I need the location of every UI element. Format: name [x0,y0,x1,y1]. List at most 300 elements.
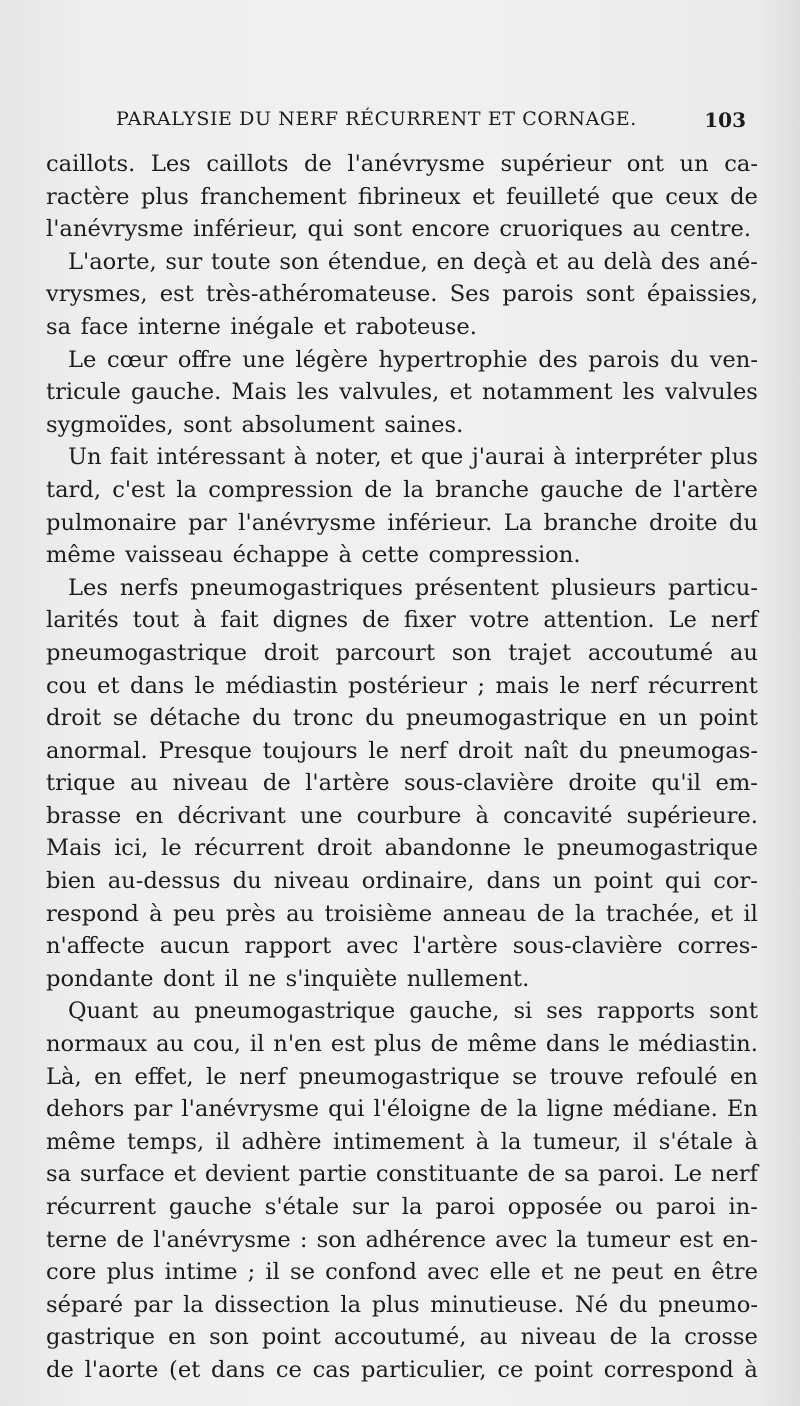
word: peu [172,900,216,927]
word: droit [316,835,372,862]
word: ; [477,672,486,699]
word: caillots. [46,151,136,177]
word: concavité [503,802,613,829]
word: très-athéromateuse. [206,281,438,308]
word: ractère [46,183,130,210]
word: pneumo- [658,1291,758,1318]
word: pneumogastrique [556,835,758,862]
word: l'anévrysme [238,509,376,536]
word: intimement [333,1128,465,1155]
word: fibrineux [357,183,461,210]
text-line [46,995,758,1028]
word: présentent [414,574,540,601]
word: sur [351,1194,389,1220]
word: aucun [159,933,230,960]
word: se [112,705,138,732]
word: trajet [508,639,572,666]
word: au [152,998,181,1025]
word: ce [497,1356,524,1383]
word: des [660,248,701,275]
word: à [149,900,163,927]
word: de [634,476,663,503]
word: cœur [106,346,168,373]
word: anormal. [46,737,148,764]
word: point [534,1356,594,1383]
word: pneumogastrique [405,705,607,732]
word: gauche, [409,998,500,1025]
text-line [46,441,758,474]
word: sa [46,1161,72,1188]
word: toujours [262,737,358,764]
word: sont [183,411,232,438]
word: la [403,476,424,503]
text-line [46,1028,758,1061]
word: dehors [46,1096,125,1123]
word: l'anévrysme [153,1226,291,1253]
word: à [552,444,567,471]
text-line [46,604,758,637]
word: fait [220,607,259,634]
text-line [46,702,758,735]
word: au [156,1031,185,1058]
word: c'est [112,476,166,503]
word: il [249,1031,265,1058]
word: paroi. [598,1161,665,1188]
word: notamment [481,379,613,406]
word: l'anévrysme [46,216,184,243]
word: point [261,1324,321,1351]
word: il [632,1128,648,1155]
word: em- [715,770,758,797]
word: la [556,1226,578,1253]
word: n'affecte [46,933,145,960]
word: ont [626,151,664,177]
word: en [168,1324,197,1351]
word: respond [46,900,139,927]
text-line [46,1191,758,1224]
word: postérieur [348,672,468,699]
word: ou [615,1194,644,1220]
text-line [46,1256,758,1289]
word: niveau [273,868,350,895]
word: gauche. [131,379,222,406]
text-line [46,637,758,670]
word: n'en [273,1031,322,1058]
word: tumeur [586,1226,671,1253]
word: récurrent [46,1194,156,1220]
word: la [183,1291,204,1318]
word: à [744,1128,758,1155]
word: (et [169,1356,201,1383]
word: devient [204,1161,290,1188]
word: plus [106,1259,155,1286]
word: le [559,672,581,699]
word: Mais [46,835,102,862]
word: confond [325,1259,417,1286]
word: parois [502,281,574,308]
word: à [338,542,352,569]
word: compression [208,476,354,503]
word: le [160,835,182,862]
word: supérieure. [626,802,758,829]
word: l'artère [305,770,390,797]
word: ligne [546,1096,604,1123]
word: en [135,802,164,829]
word: deçà [473,248,528,275]
word: Né [574,1291,609,1318]
word: inférieur. [387,509,493,536]
word: tumeur, [532,1128,622,1155]
text-line [46,1158,758,1191]
word: franchement [200,183,347,210]
text-line [46,1289,758,1322]
word: noter, [315,444,382,471]
word: votre [469,607,530,634]
word: dans [545,1031,600,1058]
word: qui [328,1096,365,1123]
word: tricule [46,379,121,406]
word: un [679,151,709,177]
word: pneumogastriques [190,574,403,601]
word: récurrent [194,835,305,862]
word: vaisseau [125,542,224,569]
word: La [503,509,533,536]
word: un [658,705,688,732]
word: les [296,379,330,406]
word: ; [247,1259,256,1286]
word: mais [495,672,550,699]
word: même [46,1128,116,1155]
word: dans [486,868,541,895]
word: constituante [375,1161,519,1188]
word: L'aorte, [68,248,157,275]
word: et [540,1259,564,1286]
word: la [650,1324,672,1351]
word: médiane. [612,1096,718,1123]
text-line [46,181,758,214]
word: l'artère [413,933,498,960]
word: trouve [549,1063,624,1090]
word: nerf [710,1161,758,1188]
word: trique [46,770,116,797]
word: Quant [68,998,139,1025]
word: l'aorte [84,1356,159,1383]
word: temps, [127,1128,205,1155]
text-line [46,832,758,865]
text-line [46,865,758,898]
word: Là, [46,1063,82,1090]
word: offre [177,346,232,373]
word: encore [411,216,490,243]
word: dans [129,672,185,699]
word: saines. [384,411,464,438]
text-line [46,767,758,800]
word: se [290,1259,315,1286]
word: cruoriques [499,216,624,243]
word: trachée, [605,900,701,927]
word: absolument [241,411,375,438]
word: sont [585,281,635,308]
word: Le [673,1161,703,1188]
text-line [46,278,758,311]
word: récurrent [647,672,758,699]
word: valvules, [339,379,440,406]
word: du [232,868,262,895]
word: face [80,313,129,340]
word: s'inquiète [285,965,398,992]
text-line [46,507,758,540]
word: in- [728,1194,758,1220]
word: de [364,476,393,503]
text-line [46,311,758,344]
word: accoutumé [587,639,714,666]
word: de [46,1356,74,1383]
word: gauche [168,1194,252,1220]
word: et [710,900,734,927]
word: Presque [158,737,252,764]
word: paroi [435,1194,495,1220]
text-line [46,963,758,996]
page-header [116,108,746,138]
word: supérieur [500,151,612,177]
running-title: PARALYSIE DU NERF RÉCURRENT ET CORNAGE. [116,108,637,130]
word: en [618,705,647,732]
word: tard, [46,476,101,503]
word: près [225,900,276,927]
word: à [192,607,207,634]
word: nullement. [406,965,530,992]
word: naît [523,737,569,764]
word: plus [373,1031,422,1058]
word: au [729,639,758,666]
word: tout [132,607,180,634]
word: point [699,705,758,732]
word: inégale [230,313,315,340]
word: toute [211,248,271,275]
word: delà [603,248,653,275]
word: le [206,1063,227,1090]
word: au-dessus [107,868,221,895]
word: étendue, [327,248,428,275]
word: le [608,1031,630,1058]
word: par [133,1096,173,1123]
word: larités [46,607,119,634]
word: à [475,1128,490,1155]
word: pulmonaire [46,509,177,536]
text-line [46,930,758,963]
word: terne [46,1226,108,1253]
word: Mais [231,379,287,406]
word: qui [307,216,344,243]
word: adhérence [365,1226,487,1253]
page-number: 103 [704,108,746,132]
word: valvules [664,379,758,406]
word: ses [546,998,583,1025]
word: si [513,998,533,1025]
word: que [420,444,464,471]
word: il [215,1128,231,1155]
text-line [46,376,758,409]
word: niveau [172,770,249,797]
word: il [265,1259,280,1286]
word: séparé [46,1291,124,1318]
word: de [527,1161,556,1188]
word: épaissies, [646,281,758,308]
word: sont [709,998,758,1025]
word: être [711,1259,758,1286]
text-line [46,670,758,703]
word: du [670,346,700,373]
word: avec [495,1226,548,1253]
word: accoutumé, [333,1324,467,1351]
word: la [500,1128,522,1155]
word: sont [353,216,403,243]
word: de [262,770,291,797]
word: qui [664,868,702,895]
text-line [46,1354,758,1387]
word: et [472,183,495,210]
word: pondante [46,965,154,992]
word: sur [165,248,203,275]
word: à [744,1356,758,1383]
text-line [46,1321,758,1354]
word: adhère [241,1128,322,1155]
word: du [365,705,395,732]
word: interpréter [574,444,702,471]
word: à [475,802,490,829]
word: pneumogastrique [194,998,396,1025]
word: la [574,900,596,927]
word: au [566,248,595,275]
word: il [743,900,758,927]
word: ne [573,1259,602,1286]
word: le [194,672,216,699]
word: pneumogas- [618,737,758,764]
word: dignes [272,607,349,634]
word: la [516,1096,538,1123]
word: branche [543,509,638,536]
word: par [133,1291,173,1318]
word: vrysmes, [46,281,148,308]
text-line [46,246,758,279]
word: droit [263,639,319,666]
word: branche [435,476,530,503]
word: Ses [449,281,491,308]
word: le [523,835,545,862]
word: ordinaire, [361,868,475,895]
word: Le [68,346,97,373]
word: au [479,1324,508,1351]
word: l'anévrysme [347,151,485,177]
text-line [46,474,758,507]
word: en [730,1063,758,1090]
word: nerf [239,1063,287,1090]
word: caillots [206,151,289,177]
word: par [188,509,227,536]
word: que [611,183,654,210]
word: parois [588,346,660,373]
word: même [46,542,116,569]
word: s'étale [264,1194,340,1220]
word: refoulé [636,1063,718,1090]
word: en [94,1063,123,1090]
word: en- [722,1226,758,1253]
word: cou, [193,1031,241,1058]
word: droit [457,737,513,764]
word: au [632,216,661,243]
word: droite [648,509,718,536]
word: légère [295,346,369,373]
word: corres- [677,933,758,960]
word: avec [427,1259,480,1286]
word: son [451,639,492,666]
word: médiastin [225,672,338,699]
word: un [552,868,582,895]
text-line [46,148,758,181]
word: dissection [214,1291,330,1318]
word: la [401,1194,423,1220]
text-line [46,409,758,442]
word: de [430,1031,459,1058]
word: feuilleté [506,183,600,210]
word: et [323,313,346,340]
word: particulier, [361,1356,487,1383]
word: en [436,248,465,275]
word: Un [68,444,102,471]
word: est [330,1031,365,1058]
text-line [46,572,758,605]
word: son [316,1226,357,1253]
word: normaux [46,1031,148,1058]
word: au [129,770,158,797]
word: du [579,737,609,764]
word: peut [611,1259,664,1286]
word: décrivant [177,802,286,829]
word: médiastin. [638,1031,758,1058]
word: du [618,1291,648,1318]
word: droit [46,705,102,732]
word: pneumogastrique [46,639,247,666]
word: ne [248,965,277,992]
word: ca- [724,151,758,177]
word: s'étale [658,1128,734,1155]
word: paroi [656,1194,716,1220]
word: sa [564,1161,590,1188]
word: Le [668,607,697,634]
word: sous-clavière [404,770,554,797]
word: de [479,1096,508,1123]
word: échappe [232,542,329,569]
word: sous-clavière [512,933,663,960]
word: surface [79,1161,165,1188]
word: est [159,281,194,308]
body-text [46,148,758,1387]
word: à [293,444,308,471]
word: de [730,183,758,210]
word: en [673,1259,702,1286]
word: attention. [543,607,655,634]
word: de [609,1324,638,1351]
word: niveau [520,1324,597,1351]
word: minutieuse. [430,1291,565,1318]
word: intime [164,1259,238,1286]
word: interne [137,313,221,340]
word: ané- [708,248,758,275]
word: cas [312,1356,351,1383]
word: inférieur, [193,216,299,243]
text-line [46,1126,758,1159]
word: qu'il [651,770,702,797]
